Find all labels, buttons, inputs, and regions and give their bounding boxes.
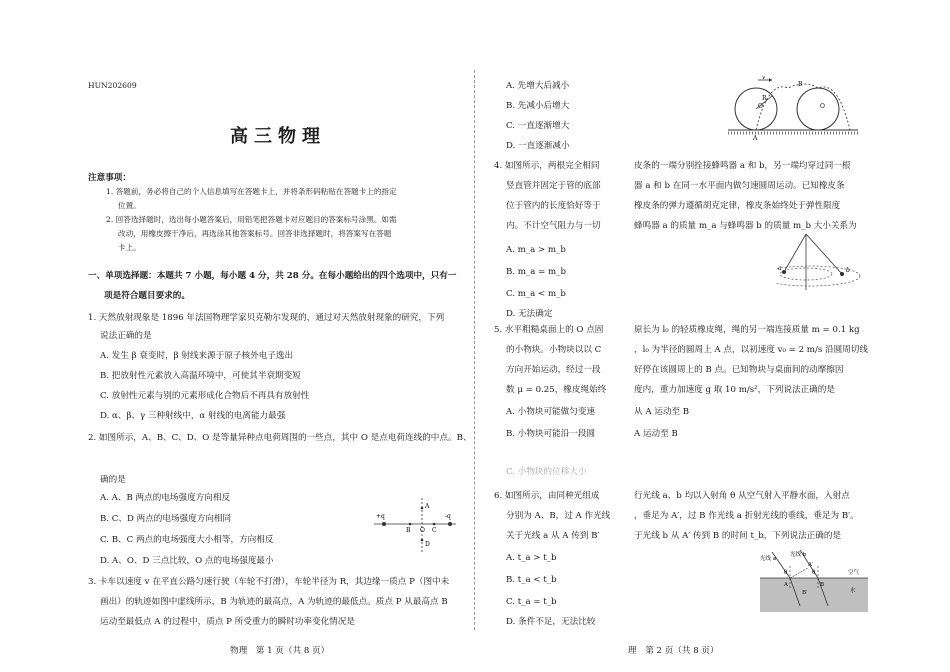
q1-option: B. 把放射性元素放入高温环境中，可使其半衰期变短 xyxy=(100,371,301,381)
point-b-prime-label: B′ xyxy=(802,590,808,596)
notice-line: 改动，用橡皮擦干净后，再选涂其他答案标号。回答非选择题时，将答案写在答题 xyxy=(118,229,392,238)
buzzer-a-label: a xyxy=(778,265,782,272)
point-b-label: B xyxy=(406,527,411,534)
q5-stem-right: ，l₀ 为半径的圆周上 A 点，以初速度 v₀ = 2 m/s 沿圆周切线 xyxy=(634,345,868,355)
q6-refraction-figure xyxy=(760,548,868,612)
paper-code: HUN202609 xyxy=(88,81,137,90)
q4-option: C. m_a < m_b xyxy=(506,289,566,299)
point-b-label: B xyxy=(820,582,825,588)
q3-option: C. 一直逐渐增大 xyxy=(506,121,570,131)
page-footer-left: 物理 第 1 页（共 8 页） xyxy=(230,646,330,656)
q5-option: C. 小物块的位移大小 xyxy=(506,467,587,477)
q2-option: A. A、B 两点的电场强度方向相反 xyxy=(100,493,231,503)
q4-option: B. m_a = m_b xyxy=(506,267,566,277)
point-a-prime-label: A′ xyxy=(808,562,814,568)
q6-option: B. t_a < t_b xyxy=(506,575,557,585)
q6-stem: 6. 如图所示，由同种光组成 xyxy=(494,491,600,501)
q4-stem: 位于管内的长度恰好等于 xyxy=(506,201,601,211)
q5-stem-right: 度内，重力加速度 g 取 10 m/s²，下列说法正确的是 xyxy=(634,385,835,395)
q6-stem-right: 行光线 a、b 均以入射角 θ 从空气射入平静水面，入射点 xyxy=(634,491,850,501)
q6-stem: 分别为 A、B，过 A 作光线 xyxy=(506,511,611,521)
point-a-label: A xyxy=(425,503,430,510)
angle-label: θ xyxy=(812,570,816,576)
q5-stem: 数 μ = 0.25，橡皮绳始终 xyxy=(506,385,607,395)
q6-stem-right: 于光线 b 从 A′ 传到 B 的时间 t_b，下列说法正确的是 xyxy=(634,531,842,541)
q3-option: D. 一直逐渐减小 xyxy=(506,141,570,151)
air-label: 空气 xyxy=(848,570,860,576)
buzzer-b-label: b xyxy=(846,267,850,274)
q5-option: B. 小物块可能沿一段圆 xyxy=(506,429,596,439)
velocity-label: v xyxy=(762,76,766,81)
point-b-label: B xyxy=(798,81,803,88)
ray-b-label: 光线 b xyxy=(790,552,807,558)
q6-option: D. 条件不足，无法比较 xyxy=(506,617,596,627)
center-label: O xyxy=(820,103,825,110)
q4-option: D. 无法确定 xyxy=(506,309,553,319)
q6-stem: 关于光线 a 从 A 传到 B′ xyxy=(506,531,600,541)
page-divider xyxy=(474,70,476,630)
radius-label: R xyxy=(762,95,767,102)
notice-line: 1. 答题前，务必将自己的个人信息填写在答题卡上，并将条形码粘贴在答题卡上的指定 xyxy=(106,187,397,196)
q5-stem-right: 好停在该圆周上的 B 点。已知物块与桌面间的动摩擦因 xyxy=(634,365,844,375)
q4-stem-right: 蜂鸣器 a 的质量 m_a 与蜂鸣器 b 的质量 m_b 大小关系为 xyxy=(634,221,857,231)
q5-option-right: A 运动至 B xyxy=(634,429,678,439)
q1-option: C. 放射性元素与别的元素形成化合物后不再具有放射性 xyxy=(100,391,310,401)
q3-stem: 3. 卡车以速度 v 在平直公路匀速行驶（车轮不打滑），车轮半径为 R，其边缘一质点 P（图中未 xyxy=(88,577,450,587)
water-label: 水 xyxy=(850,588,856,594)
q4-stem-right: 器 a 和 b 在同一水平面内做匀速圆周运动。已知橡皮条 xyxy=(634,181,845,191)
notice-line: 2. 回答选择题时，选出每小题答案后，用铅笔把答题卡对应题目的答案标号涂黑。如需 xyxy=(106,215,397,224)
q3-stem: 运动至最低点 A 的过程中，质点 P 所受重力的瞬时功率变化情况是 xyxy=(100,617,355,627)
q6-option: A. t_a > t_b xyxy=(506,553,557,563)
point-d-label: D xyxy=(425,541,430,548)
q6-option: C. t_a = t_b xyxy=(506,597,557,607)
notice-heading: 注意事项： xyxy=(88,173,131,183)
q1-option: D. α、β、γ 三种射线中，α 射线的电离能力最强 xyxy=(100,411,286,421)
point-a-label: A xyxy=(753,135,758,142)
center-label: O xyxy=(758,103,763,110)
ray-a-label: 光线 a xyxy=(760,556,777,562)
q5-stem-right: 原长为 l₀ 的轻质橡皮绳，绳的另一端连接质量 m = 0.1 kg xyxy=(634,325,860,335)
point-o-label: O xyxy=(420,527,425,534)
notice-line: 位置。 xyxy=(118,201,141,210)
angle-label: θ xyxy=(784,570,788,576)
q4-stem-right: 皮条的一端分别拴接蜂鸣器 a 和 b，另一端均穿过同一根 xyxy=(634,161,851,171)
q6-stem-right: ，垂足为 A′，过 B 作光线 a 折射光线的垂线，垂足为 B′。 xyxy=(634,511,859,521)
page-footer-right: 理 第 2 页（共 8 页） xyxy=(628,646,719,656)
q5-stem: 方向开始运动，经过一段 xyxy=(506,365,601,375)
q5-option: A. 小物块可能做匀变速 xyxy=(506,407,596,417)
section-heading: 一、单项选择题：本题共 7 小题，每小题 4 分，共 28 分。在每小题给出的四个选项中，只有一 xyxy=(88,271,457,281)
q2-option: D. A、O、D 三点比较，O 点的电场强度最小 xyxy=(100,556,274,566)
q2-option: B. C、D 两点的电场强度方向相同 xyxy=(100,514,232,524)
minus-charge-label: -q xyxy=(445,513,451,520)
q4-option: A. m_a > m_b xyxy=(506,245,566,255)
q5-stem: 5. 水平粗糙桌面上的 O 点固 xyxy=(494,325,604,335)
q1-stem: 说法正确的是 xyxy=(100,331,152,341)
q3-option: A. 先增大后减小 xyxy=(506,81,570,91)
q2-option: C. B、C 两点的电场强度大小相等，方向相反 xyxy=(100,535,274,545)
q2-charge-figure xyxy=(370,494,460,558)
point-a-label: A xyxy=(784,582,788,588)
q4-stem: 内。不计空气阻力与一切 xyxy=(506,221,601,231)
q3-option: B. 先减小后增大 xyxy=(506,101,570,111)
section-heading: 项是符合题目要求的。 xyxy=(104,291,190,301)
q4-stem: 4. 如图所示，两根完全相同 xyxy=(494,161,600,171)
q4-stem: 竖直管并固定于管的底部 xyxy=(506,181,601,191)
q4-stem-right: 橡皮条的弹力遵循胡克定律，橡皮条始终处于弹性限度 xyxy=(634,201,841,211)
plus-charge-label: +q xyxy=(376,513,385,520)
q1-option: A. 发生 β 衰变时，β 射线来源于原子核外电子逸出 xyxy=(100,351,294,361)
q3-wheel-figure xyxy=(728,76,860,144)
q1-stem: 1. 天然放射现象是 1896 年法国物理学家贝克勒尔发现的，通过对天然放射现象的研究，下列 xyxy=(88,313,445,323)
q5-option-right: 从 A 运动至 B xyxy=(634,407,690,417)
point-c-label: C xyxy=(432,527,437,534)
q4-buzzer-figure xyxy=(776,234,866,290)
page-title: 高三物理 xyxy=(230,126,326,147)
q5-stem: 的小物块。小物块以以 C xyxy=(506,345,602,355)
notice-line: 卡上。 xyxy=(118,243,141,252)
q3-stem: 画出）的轨迹如图中虚线所示，B 为轨迹的最高点，A 为轨迹的最低点。质点 P 从最高点 B xyxy=(100,597,448,607)
q2-stem: 确的是 xyxy=(100,475,126,485)
q2-stem: 2. 如图所示，A、B、C、D、O 是等量异种点电荷周围的一些点，其中 O 是点电荷连线的中点。B、 xyxy=(88,433,472,443)
